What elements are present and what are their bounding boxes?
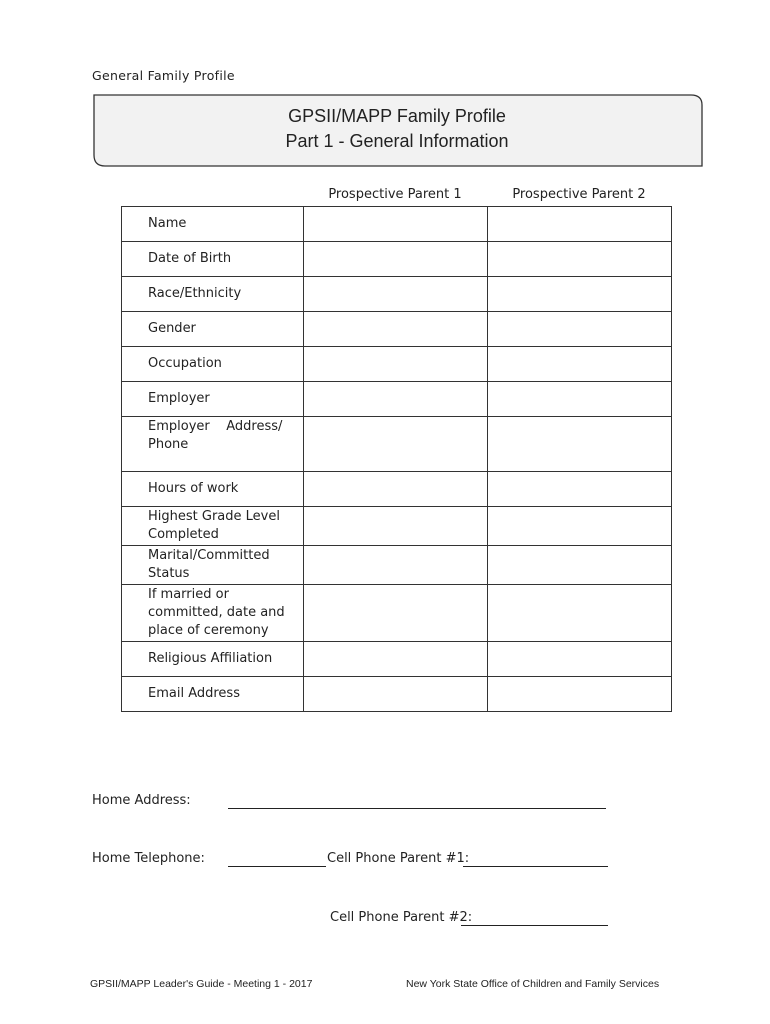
race-parent-1-field[interactable] [304,277,488,312]
document-header-label: General Family Profile [92,68,235,83]
race-parent-2-field[interactable] [488,277,672,312]
table-row [122,417,672,472]
row-label: Religious Affiliation [122,642,304,677]
gender-parent-1-field[interactable] [304,312,488,347]
row-label: If married or committed, date and place of ceremony [122,585,304,642]
cell-phone-2-label: Cell Phone Parent #2: [330,910,473,925]
home-address-field[interactable] [228,808,606,809]
employer-parent-1-field[interactable] [304,382,488,417]
row-label: Date of Birth [122,242,304,277]
table-row [122,507,672,546]
table-row [122,242,672,277]
row-label: Hours of work [122,472,304,507]
employer-address-parent-1-field[interactable] [304,417,488,472]
employer-parent-2-field[interactable] [488,382,672,417]
cell-phone-1-label: Cell Phone Parent #1: [327,851,470,866]
table-row [122,347,672,382]
hours-parent-2-field[interactable] [488,472,672,507]
table-row [122,472,672,507]
name-parent-2-field[interactable] [488,207,672,242]
home-address-label: Home Address: [92,793,191,808]
employer-address-parent-2-field[interactable] [488,417,672,472]
row-label: Email Address [122,677,304,712]
marital-parent-1-field[interactable] [304,546,488,585]
marital-parent-2-field[interactable] [488,546,672,585]
occupation-parent-1-field[interactable] [304,347,488,382]
table-row [122,677,672,712]
row-label: Gender [122,312,304,347]
religion-parent-2-field[interactable] [488,642,672,677]
footer-guide-label: GPSII/MAPP Leader's Guide - Meeting 1 - 2017 [90,978,313,990]
table-row [122,312,672,347]
email-parent-2-field[interactable] [488,677,672,712]
general-info-table [121,206,672,712]
title-box [91,93,703,167]
row-label: Occupation [122,347,304,382]
footer-agency-label: New York State Office of Children and Family Services [406,978,660,990]
name-parent-1-field[interactable] [304,207,488,242]
dob-parent-2-field[interactable] [488,242,672,277]
page-subtitle: Part 1 - General Information [285,131,509,151]
hours-parent-1-field[interactable] [304,472,488,507]
row-label: Marital/Committed Status [122,546,304,585]
table-row [122,277,672,312]
table-row [122,585,672,642]
ceremony-parent-2-field[interactable] [488,585,672,642]
table-row [122,382,672,417]
table-row [122,546,672,585]
grade-parent-2-field[interactable] [488,507,672,546]
row-label: Employer [122,382,304,417]
table-row [122,207,672,242]
email-parent-1-field[interactable] [304,677,488,712]
dob-parent-1-field[interactable] [304,242,488,277]
cell-phone-1-field[interactable] [463,866,608,867]
table-row [122,642,672,677]
row-label: Race/Ethnicity [122,277,304,312]
gender-parent-2-field[interactable] [488,312,672,347]
home-telephone-field[interactable] [228,866,326,867]
row-label: Name [122,207,304,242]
page-title: GPSII/MAPP Family Profile [288,106,506,126]
row-label: Employer Address/ Phone [122,417,304,472]
home-telephone-label: Home Telephone: [92,851,205,866]
grade-parent-1-field[interactable] [304,507,488,546]
religion-parent-1-field[interactable] [304,642,488,677]
cell-phone-2-field[interactable] [461,925,608,926]
column-header-parent-1: Prospective Parent 1 [328,187,462,202]
occupation-parent-2-field[interactable] [488,347,672,382]
ceremony-parent-1-field[interactable] [304,585,488,642]
row-label: Highest Grade Level Completed [122,507,304,546]
column-header-parent-2: Prospective Parent 2 [512,187,646,202]
